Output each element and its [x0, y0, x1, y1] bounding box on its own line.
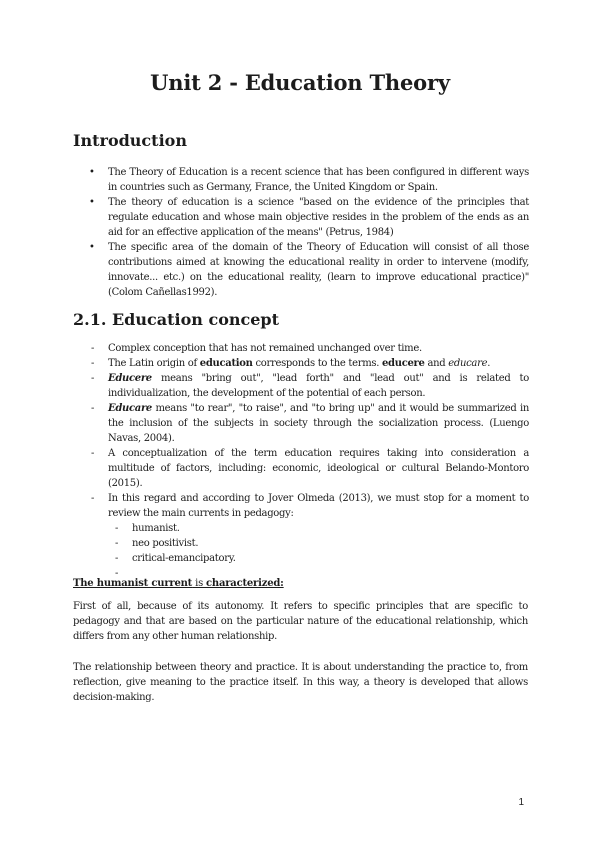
- bullet-icon: •: [89, 242, 95, 253]
- pedagogy-current-item: - humanist.: [115, 523, 180, 534]
- dash-icon: -: [115, 553, 119, 564]
- term-education: education: [199, 358, 253, 369]
- dash-icon: -: [91, 448, 95, 459]
- humanist-paragraph-autonomy: First of all, because of its autonomy. It refers to specific principles that are specific to pedagogy and that are based on the particular nature of the educational relationship, which differs from any other human relationship.: [73, 601, 528, 642]
- humanist-paragraph-theory-practice: The relationship between theory and practice. It is about understanding the practice to, from reflection, give meaning to the practice itself. In this way, a theory is developed that allows decision-making.: [73, 662, 528, 703]
- dash-icon: -: [115, 538, 119, 549]
- term-educare-definition: Educare: [108, 403, 152, 414]
- dash-icon: -: [91, 403, 95, 414]
- dash-icon: -: [91, 493, 95, 504]
- bullet-icon: •: [89, 197, 95, 208]
- introduction-bullet-item: • The theory of education is a science "based on the evidence of the principles that regulate education and whose main objective resides in the problem of the ends as an aid for an effective application of the means" (Petrus, 1984): [89, 197, 529, 238]
- term-educare: educare: [448, 358, 488, 369]
- term-educere-definition: Educere: [108, 373, 152, 384]
- education-concept-list: [73, 341, 529, 581]
- education-concept-heading: 2.1. Education concept: [73, 310, 279, 329]
- concept-list-item: - In this regard and according to Jover Olmeda (2013), we must stop for a moment to review the main currents in pedagogy: - humanist. - neo positivist. - critical-emancipatory. -: [91, 493, 529, 579]
- pedagogy-current-item: - neo positivist.: [115, 538, 199, 549]
- introduction-bullet-item: • The specific area of the domain of the Theory of Education will consist of all those contributions aimed at knowing the educational reality in order to intervene (modify, innovate... etc.) on the educational reality, (learn to improve educational practice)" (Colom Cañellas1992).: [89, 242, 529, 298]
- concept-list-item: - Educere means "bring out", "lead forth" and "lead out" and is related to individualization, the development of the potential of each person.: [91, 373, 529, 399]
- concept-list-item: - Educare means "to rear", "to raise", and "to bring up" and it would be summarized in the inclusion of the subjects in society through the socialization process. (Luengo Navas, 2004).: [91, 403, 529, 444]
- dash-icon: -: [115, 523, 119, 534]
- introduction-bullet-list: [73, 165, 529, 300]
- dash-icon: -: [91, 373, 95, 384]
- pedagogy-currents-list: [108, 521, 529, 581]
- concept-list-item: - The Latin origin of education corresponds to the terms. educere and educare.: [91, 358, 491, 369]
- bullet-icon: •: [89, 167, 95, 178]
- dash-icon: -: [91, 358, 95, 369]
- dash-icon: -: [115, 568, 119, 579]
- humanist-current-heading: The humanist current is characterized:: [73, 578, 284, 589]
- concept-list-item: - A conceptualization of the term education requires taking into consideration a multitude of factors, including: economic, ideological or cultural Belando-Montoro (2015).: [91, 448, 529, 489]
- introduction-heading: Introduction: [73, 131, 187, 150]
- page-title: Unit 2 - Education Theory: [150, 70, 450, 95]
- concept-list-item: - Complex conception that has not remained unchanged over time.: [91, 343, 422, 354]
- introduction-bullet-item: • The Theory of Education is a recent science that has been configured in different ways in countries such as Germany, France, the United Kingdom or Spain.: [89, 167, 529, 193]
- pedagogy-current-item: - critical-emancipatory.: [115, 553, 236, 564]
- dash-icon: -: [91, 343, 95, 354]
- page-number: 1: [518, 797, 524, 808]
- term-educere: educere: [381, 358, 425, 369]
